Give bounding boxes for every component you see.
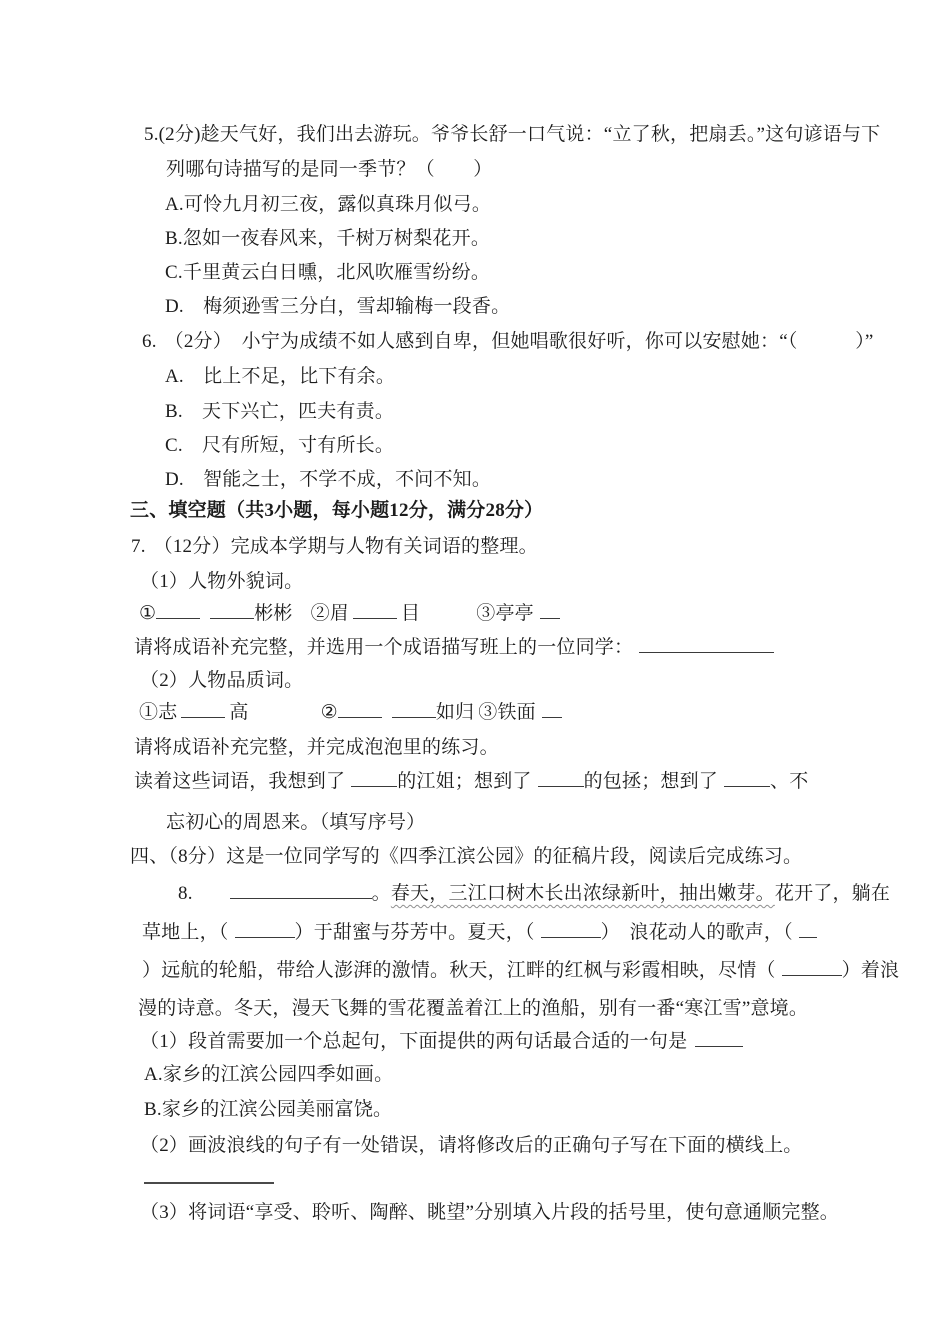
word-fill-blank: [541, 922, 601, 938]
idiom-tail-binbin: 彬彬: [254, 603, 293, 624]
bubble-text-5: 忘初心的周恩来。（填写序号）: [166, 812, 426, 833]
option-a-text: A.可怜九月初三夜，露似真珠月似弓。: [165, 194, 492, 215]
answer-blank: [538, 771, 584, 787]
question-5-number: 5.: [144, 124, 159, 145]
sub-question-2-text: （2）画波浪线的句子有一处错误，请将修改后的正确句子写在下面的横线上。: [140, 1135, 803, 1156]
topic-sentence-blank: [230, 883, 372, 899]
question-8-sub-2: [140, 1131, 803, 1161]
idiom-tail-gao: 高: [229, 702, 249, 723]
question-7-part-1-label: [140, 567, 303, 597]
question-5-option-d: [165, 292, 510, 322]
question-7-note-1: [134, 633, 774, 663]
option-d-text: D. 智能之士，不学不成，不问不知。: [165, 469, 492, 490]
idiom-tail-rugui: 如归: [435, 702, 475, 723]
answer-blank: [724, 771, 770, 787]
question-5-option-c: [165, 258, 490, 288]
answer-blank: [695, 1031, 743, 1047]
question-8-sub-1: [140, 1027, 743, 1057]
circled-3-tingting: ③亭亭: [476, 603, 534, 624]
question-7-bubble-line-2: [166, 808, 425, 838]
fill-blank: [540, 603, 560, 619]
circled-3-tiemian: ③铁面: [478, 702, 536, 723]
question-5-option-b: [165, 224, 490, 254]
question-7-number: 7.: [131, 536, 146, 557]
paragraph-text-2c: ） 浪花动人的歌声，（: [600, 922, 793, 943]
option-c-text: C. 尺有所短，寸有所长。: [165, 435, 395, 456]
circled-2: ②: [320, 702, 338, 723]
idiom-tail-mu: 目: [401, 603, 421, 624]
question-5-stem-text-2: 列哪句诗描写的是同一季节？（ ）: [166, 159, 493, 180]
bubble-text-3: 的包拯；想到了: [583, 771, 719, 792]
question-5-stem-text: (2分)趁天气好，我们出去游玩。爷爷长舒一口气说：“立了秋，把扇丢。”这句谚语与下: [158, 124, 881, 145]
part-2-label-text: （2）人物品质词。: [140, 670, 304, 691]
question-8-paragraph-line-4: [138, 994, 808, 1024]
question-5-stem-line-2: [166, 155, 492, 185]
section-3-heading-text: 三、填空题（共3小题，每小题12分，满分28分）: [130, 500, 544, 521]
option-b-text: B.家乡的江滨公园美丽富饶。: [144, 1099, 393, 1120]
word-fill-blank: [799, 922, 817, 938]
circled-2-mei: ②眉: [310, 603, 350, 624]
question-7-row-1: [139, 599, 560, 629]
answer-blank: [639, 637, 774, 653]
section-4-heading: [130, 842, 802, 872]
note-2-text: 请将成语补充完整，并完成泡泡里的练习。: [134, 737, 499, 758]
question-8-sub-3: [140, 1198, 839, 1228]
answer-blank: [351, 771, 397, 787]
wavy-underlined-sentence: 春天，三江口树木长出浓绿新叶，抽出嫩芽。: [390, 883, 775, 904]
option-a-text: A. 比上不足，比下有余。: [165, 366, 396, 387]
question-6-option-b: [165, 397, 394, 427]
fill-blank: [338, 702, 382, 718]
option-c-text: C.千里黄云白日曛，北风吹雁雪纷纷。: [165, 262, 491, 283]
question-8-sub-1-option-b: [144, 1095, 392, 1125]
question-7-stem: [131, 532, 538, 562]
question-6-option-a: [165, 362, 395, 392]
fill-blank: [181, 702, 225, 718]
bubble-text-1: 读着这些词语，我想到了: [134, 771, 346, 792]
section-4-heading-text: 四、（8分）这是一位同学写的《四季江滨公园》的征稿片段，阅读后完成练习。: [130, 846, 803, 867]
paragraph-text-4: 漫的诗意。冬天，漫天飞舞的雪花覆盖着江上的渔船，别有一番“寒江雪”意境。: [138, 998, 809, 1019]
paragraph-text-1: 花开了，躺在: [774, 883, 891, 904]
answer-line: [144, 1182, 274, 1184]
fill-blank: [156, 603, 200, 619]
question-6-stem-text: （2分） 小宁为成绩不如人感到自卑，但她唱歌很好听，你可以安慰她：“（ ）”: [164, 331, 874, 352]
circled-1: ①: [139, 603, 157, 624]
paragraph-text-2b: ）于甜蜜与芬芳中。夏天，（: [294, 922, 535, 943]
question-6-option-d: [165, 465, 491, 495]
question-6-stem: [142, 327, 874, 357]
period-text: 。: [371, 883, 391, 904]
question-7-row-2: [139, 698, 562, 728]
question-6-option-c: [165, 431, 394, 461]
question-7-part-2-label: [140, 666, 303, 696]
question-7-stem-text: （12分）完成本学期与人物有关词语的整理。: [153, 536, 538, 557]
sub-question-1-text: （1）段首需要加一个总起句，下面提供的两句话最合适的一句是: [140, 1031, 688, 1052]
question-5-option-a: [165, 190, 491, 220]
fill-blank: [542, 702, 562, 718]
fill-blank: [210, 603, 254, 619]
question-8-paragraph-line-3: [142, 956, 899, 986]
question-7-note-2: [134, 733, 499, 763]
bubble-text-4: 、不: [770, 771, 809, 792]
question-8-paragraph-line-1: [178, 879, 890, 909]
option-b-text: B. 天下兴亡，匹夫有责。: [165, 401, 395, 422]
sub-question-3-text: （3）将词语“享受、聆听、陶醉、眺望”分别填入片段的括号里，使句意通顺完整。: [140, 1202, 839, 1223]
note-1-text: 请将成语补充完整，并选用一个成语描写班上的一位同学：: [134, 637, 634, 658]
paragraph-text-3a: ）远航的轮船，带给人澎湃的激情。秋天，江畔的红枫与彩霞相映，尽情（: [142, 960, 776, 981]
question-6-number: 6.: [142, 331, 157, 352]
fill-blank: [353, 603, 397, 619]
word-fill-blank: [235, 922, 295, 938]
bubble-text-2: 的江姐；想到了: [397, 771, 532, 792]
question-8-number: 8.: [178, 883, 193, 904]
paragraph-text-3b: ）着浪: [841, 960, 900, 981]
paragraph-text-2a: 草地上，（: [142, 922, 229, 943]
part-1-label-text: （1）人物外貌词。: [140, 571, 304, 592]
question-8-paragraph-line-2: [142, 918, 817, 948]
word-fill-blank: [782, 960, 842, 976]
option-b-text: B.忽如一夜春风来，千树万树梨花开。: [165, 228, 491, 249]
option-d-text: D. 梅须逊雪三分白，雪却输梅一段香。: [165, 296, 511, 317]
question-5-stem-line-1: [144, 120, 880, 150]
option-a-text: A.家乡的江滨公园四季如画。: [144, 1064, 394, 1085]
question-7-bubble-line-1: [134, 767, 808, 797]
fill-blank: [392, 702, 436, 718]
circled-1-zhi: ①志: [139, 702, 178, 723]
section-3-heading: [130, 496, 543, 526]
question-8-sub-1-option-a: [144, 1060, 393, 1090]
